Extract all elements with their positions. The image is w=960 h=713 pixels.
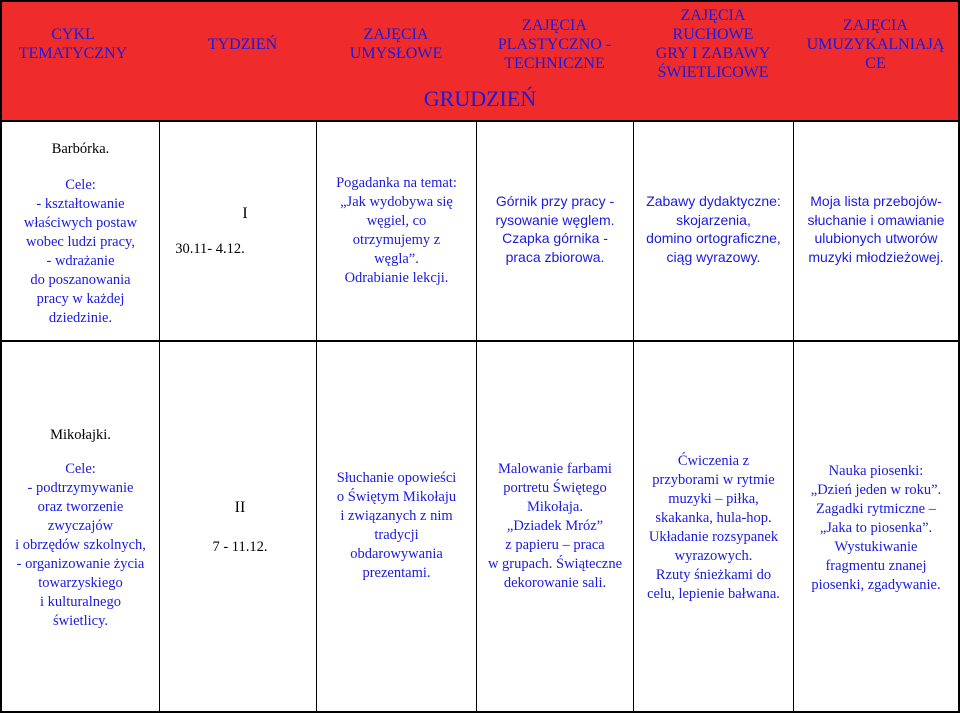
row-divider-2 <box>0 340 960 342</box>
row2-cycle-title: Mikołajki. <box>50 427 111 443</box>
row-divider-1 <box>0 120 960 122</box>
month-title: GRUDZIEŃ <box>423 86 537 111</box>
row1-week-dates: 30.11- 4.12. <box>175 241 245 257</box>
row2-art: Malowanie farbami portretu Świętego Mikołaja. „Dziadek Mróz” z papieru – praca w grupach. Świąteczne dekorowanie sali. <box>487 461 623 591</box>
table-border-top <box>0 0 960 2</box>
row2-movement: Ćwiczenia z przyborami w rytmie muzyki – piłka, skakanka, hula-hop. Układanie rozsypanek wyrazowych. Rzuty śnieżkami do celu, lepienie bałwana. <box>647 453 780 602</box>
row1-week-number: I <box>242 205 248 222</box>
row2-music: Nauka piosenki: „Dzień jeden w roku”. Zagadki rytmiczne – „Jaka to piosenka”. Wystukiwanie fragmentu znanej piosenki, zgadywanie. <box>810 463 942 593</box>
header-cycle: CYKL TEMATYCZNY <box>18 26 128 62</box>
row2-mental: Słuchanie opowieści o Świętym Mikołaju i związanych z nim tradycji obdarowywania prezentami. <box>336 470 457 581</box>
row1-music: Moja lista przebojów- słuchanie i omawianie ulubionych utworów muzyki młodzieżowej. <box>807 193 945 265</box>
row1-art: Górnik przy pracy - rysowanie węglem. Czapka górnika - praca zbiorowa. <box>495 193 615 265</box>
header-music: ZAJĘCIA UMUZYKALNIAJĄ CE <box>806 16 945 72</box>
row2-cycle-goals: Cele: - podtrzymywanie oraz tworzenie zwyczajów i obrzędów szkolnych, - organizowanie życia towarzyskiego i kulturalnego świetlicy. <box>15 461 146 629</box>
row2-week-dates: 7 - 11.12. <box>212 539 268 555</box>
header-movement: ZAJĘCIA RUCHOWE GRY I ZABAWY ŚWIETLICOWE <box>655 7 771 81</box>
header-mental: ZAJĘCIA UMYSŁOWE <box>349 26 443 62</box>
row2-week-number: II <box>234 499 246 516</box>
col-divider-1 <box>159 120 160 713</box>
row1-cycle-title: Barbórka. <box>51 141 110 157</box>
header-week: TYDZIEŃ <box>207 35 278 53</box>
row1-movement: Zabawy dydaktyczne: skojarzenia, domino ortograficzne, ciąg wyrazowy. <box>646 193 781 265</box>
row1-cycle-goals: Cele: - kształtowanie właściwych postaw wobec ludzi pracy, - wdrażanie do poszanowania pracy w każdej dziedzinie. <box>23 177 138 326</box>
row1-mental: Pogadanka na temat: „Jak wydobywa się węgiel, co otrzymujemy z węgla”. Odrabianie lekcji. <box>336 175 457 286</box>
header-art: ZAJĘCIA PLASTYCZNO - TECHNICZNE <box>497 16 612 72</box>
